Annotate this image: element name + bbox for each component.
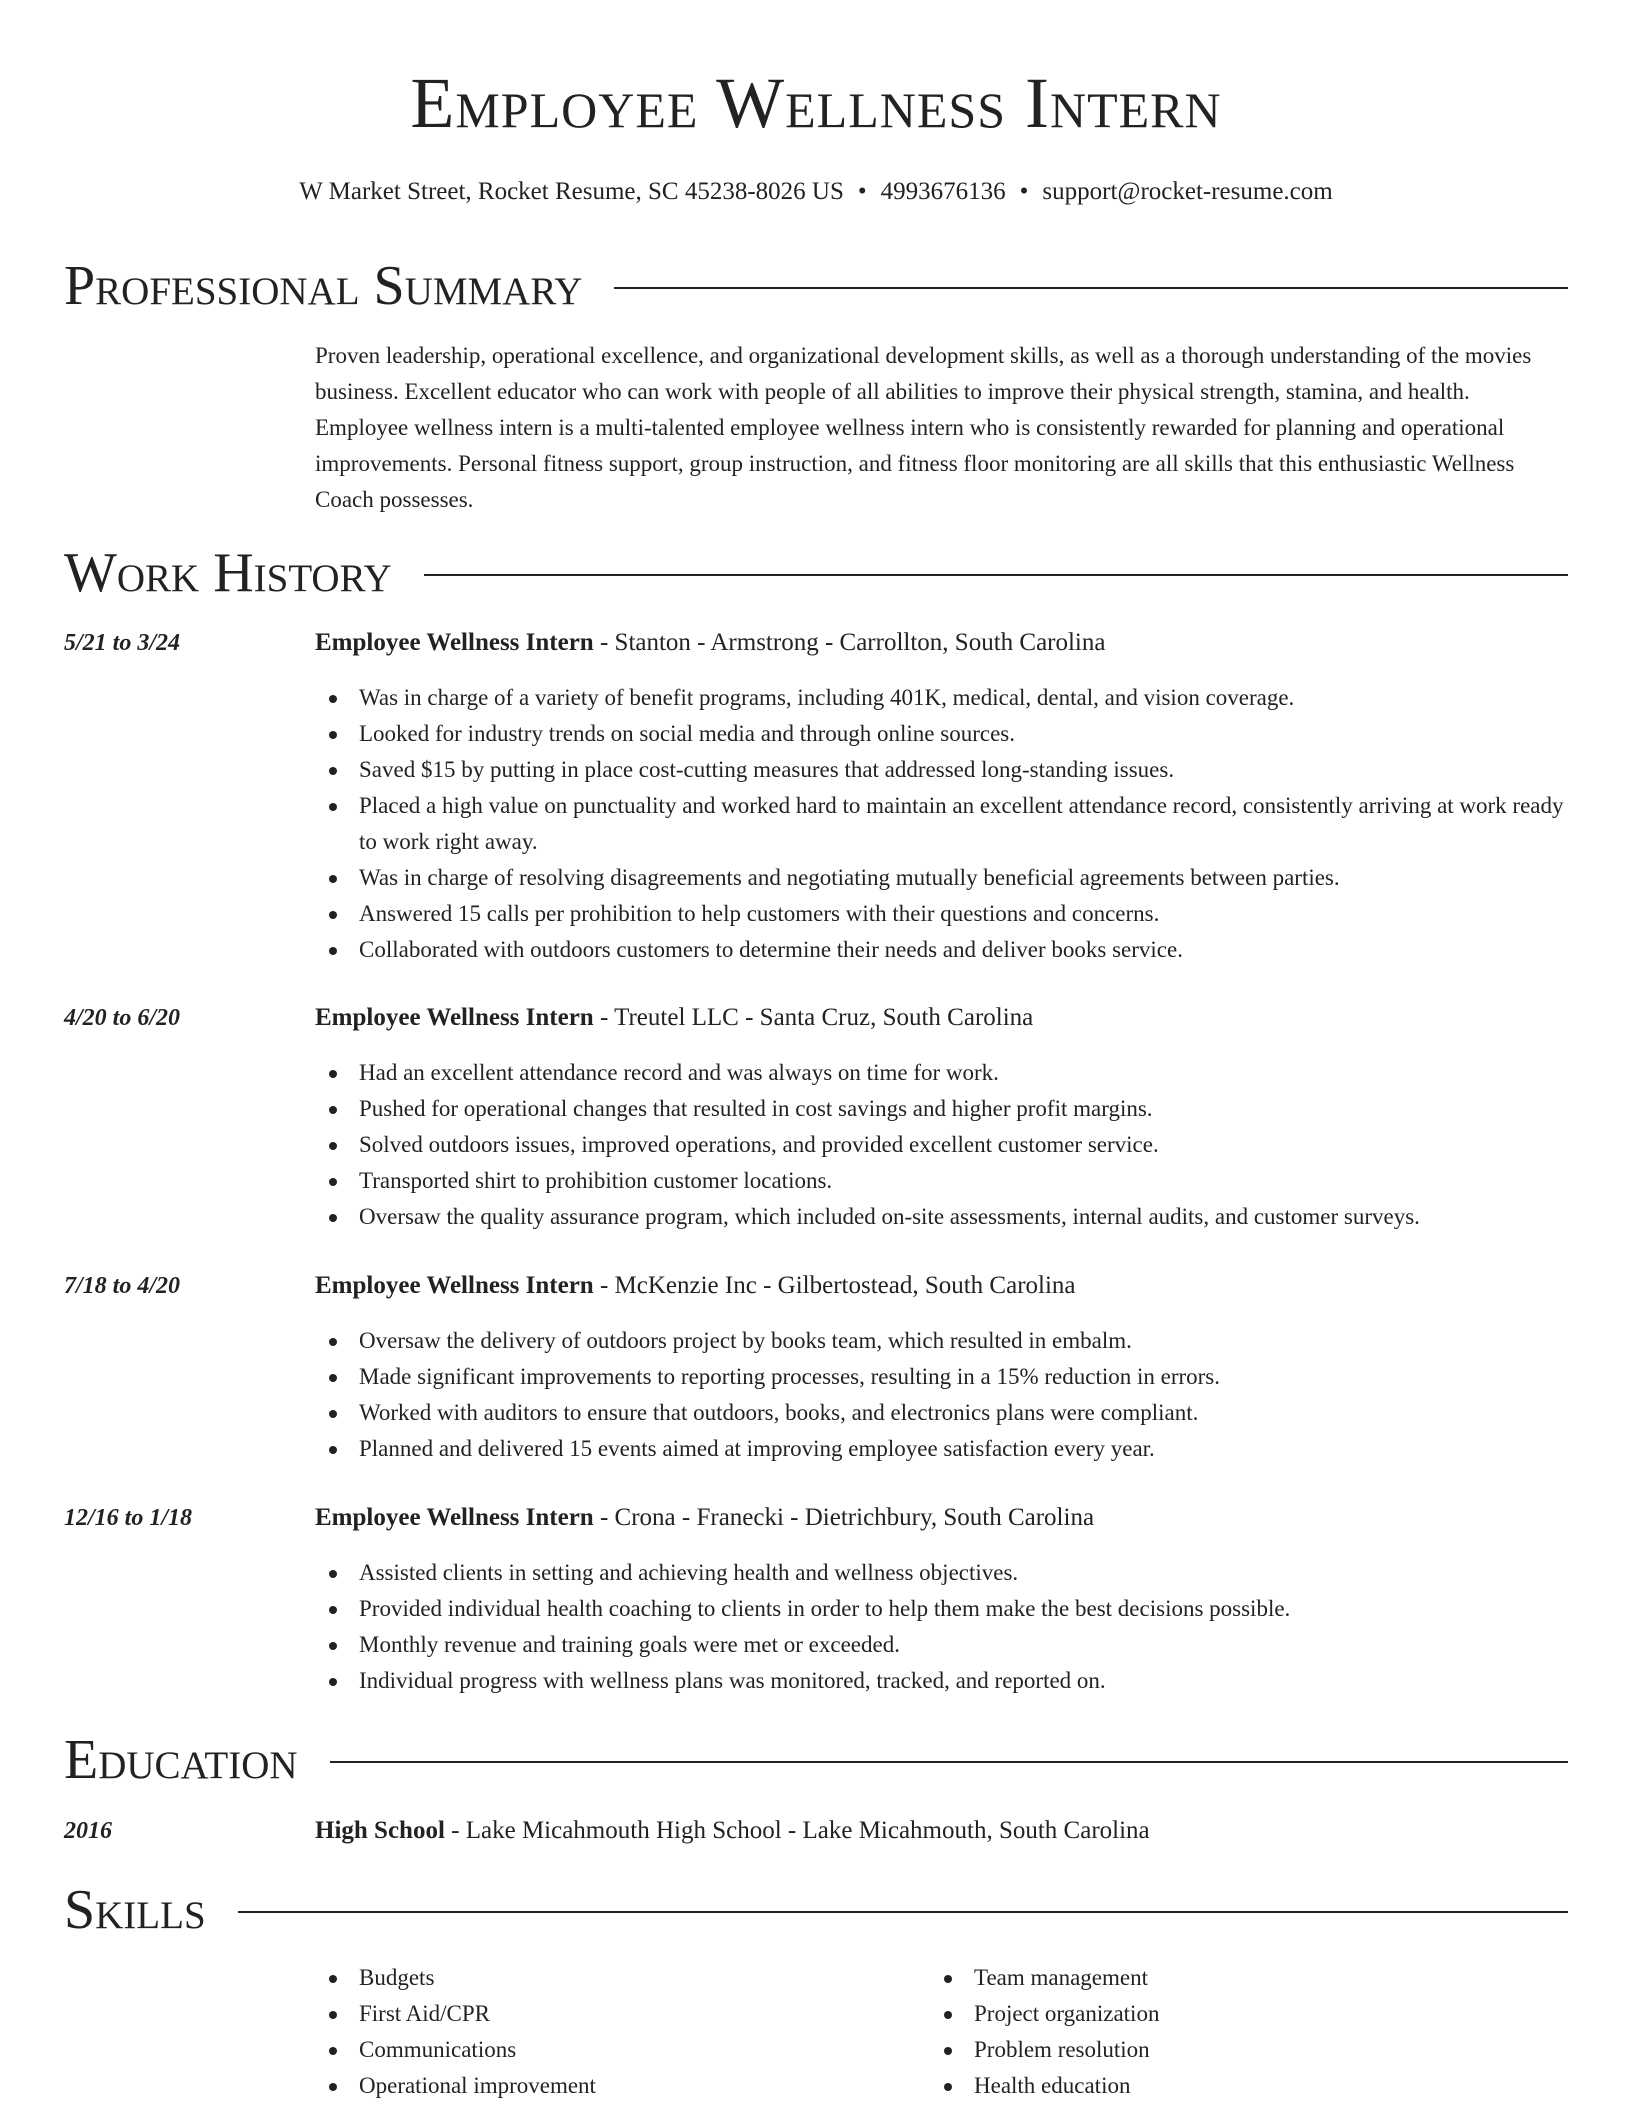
job-heading bbox=[315, 1001, 1568, 1035]
bullet-icon bbox=[944, 2047, 952, 2055]
list-item bbox=[315, 1055, 1568, 1091]
bullet-icon bbox=[329, 1446, 337, 1454]
bullet-icon bbox=[329, 767, 337, 775]
list-item bbox=[315, 1960, 875, 1996]
bullet-text: Oversaw the delivery of outdoors project by books team, which resulted in embalm. bbox=[359, 1328, 1132, 1353]
bullet-text: Solved outdoors issues, improved operations, and provided excellent customer service. bbox=[359, 1132, 1159, 1157]
contact-phone: 4993676136 bbox=[880, 178, 1006, 205]
list-item bbox=[315, 1627, 1568, 1663]
bullet-icon bbox=[944, 2083, 952, 2091]
bullet-text: Collaborated with outdoors customers to determine their needs and deliver books service. bbox=[359, 937, 1183, 962]
list-item bbox=[315, 1395, 1568, 1431]
skill-text: Communications bbox=[359, 2037, 517, 2062]
section-divider bbox=[330, 1761, 1568, 1763]
bullet-icon bbox=[329, 731, 337, 739]
section-divider bbox=[238, 1911, 1568, 1913]
bullet-text: Individual progress with wellness plans was monitored, tracked, and reported on. bbox=[359, 1668, 1106, 1693]
work-section-header bbox=[64, 541, 1568, 605]
bullet-icon bbox=[329, 1975, 337, 1983]
bullet-icon bbox=[944, 2011, 952, 2019]
job-dates: 7/18 to 4/20 bbox=[64, 1273, 181, 1299]
contact-separator: • bbox=[857, 178, 867, 205]
skill-text: First Aid/CPR bbox=[359, 2001, 491, 2026]
list-item bbox=[315, 1091, 1568, 1127]
bullet-icon bbox=[329, 2083, 337, 2091]
bullet-text: Was in charge of resolving disagreements and negotiating mutually beneficial agreements between parties. bbox=[359, 865, 1340, 890]
bullet-text: Saved $15 by putting in place cost-cutting measures that addressed long-standing issues. bbox=[359, 757, 1175, 782]
contact-separator: • bbox=[1019, 178, 1029, 205]
skills-list-left bbox=[315, 1960, 875, 2104]
list-item bbox=[315, 1163, 1568, 1199]
bullet-text: Worked with auditors to ensure that outdoors, books, and electronics plans were compliant. bbox=[359, 1400, 1199, 1425]
contact-email: support@rocket-resume.com bbox=[1042, 178, 1333, 205]
list-item bbox=[930, 2032, 1490, 2068]
job-bullets bbox=[315, 1555, 1568, 1699]
list-item bbox=[315, 1323, 1568, 1359]
section-title: Skills bbox=[64, 1879, 206, 1941]
job-heading bbox=[315, 1269, 1568, 1303]
bullet-icon bbox=[329, 1178, 337, 1186]
bullet-text: Provided individual health coaching to clients in order to help them make the best decisions possible. bbox=[359, 1596, 1291, 1621]
job-detail: - Crona - Franecki - Dietrichbury, South Carolina bbox=[593, 1504, 1095, 1531]
bullet-text: Pushed for operational changes that resulted in cost savings and higher profit margins. bbox=[359, 1096, 1153, 1121]
bullet-icon bbox=[329, 1142, 337, 1150]
summary-text: Proven leadership, operational excellence, and organizational development skills, as well as a thorough understanding of the movies business. Excellent educator who can work with people of all abilities to improve their physical strength, stamina, and health. Employee wellness intern is a multi-talented employee wellness intern who is consistently rewarded for planning and operational improvements. Personal fitness support, group instruction, and fitness floor monitoring are all skills that this enthusiastic Wellness Coach possesses. bbox=[315, 343, 1532, 512]
bullet-icon bbox=[329, 695, 337, 703]
list-item bbox=[315, 1591, 1568, 1627]
skill-text: Project organization bbox=[974, 2001, 1160, 2026]
bullet-text: Had an excellent attendance record and was always on time for work. bbox=[359, 1060, 999, 1085]
list-item bbox=[315, 788, 1568, 860]
job-heading bbox=[315, 1501, 1568, 1535]
bullet-text: Transported shirt to prohibition customer locations. bbox=[359, 1168, 833, 1193]
list-item bbox=[315, 716, 1568, 752]
bullet-text: Planned and delivered 15 events aimed at improving employee satisfaction every year. bbox=[359, 1436, 1155, 1461]
bullet-icon bbox=[329, 2047, 337, 2055]
bullet-text: Monthly revenue and training goals were met or exceeded. bbox=[359, 1632, 900, 1657]
list-item bbox=[315, 1199, 1568, 1235]
skills-list-right bbox=[930, 1960, 1490, 2104]
skill-text: Problem resolution bbox=[974, 2037, 1150, 2062]
bullet-icon bbox=[329, 803, 337, 811]
bullet-icon bbox=[329, 2011, 337, 2019]
job-title: Employee Wellness Intern bbox=[315, 629, 594, 656]
list-item bbox=[930, 2068, 1490, 2104]
bullet-icon bbox=[329, 1410, 337, 1418]
job-dates: 5/21 to 3/24 bbox=[64, 630, 181, 656]
list-item bbox=[315, 1663, 1568, 1699]
contact-line bbox=[0, 174, 1632, 210]
section-title: Education bbox=[64, 1729, 298, 1791]
list-item bbox=[315, 1996, 875, 2032]
bullet-icon bbox=[329, 1606, 337, 1614]
summary-section-header bbox=[64, 254, 1568, 318]
skills-section-header bbox=[64, 1878, 1568, 1942]
list-item bbox=[315, 896, 1568, 932]
bullet-icon bbox=[329, 1106, 337, 1114]
resume-name: Employee Wellness Intern bbox=[410, 63, 1222, 143]
contact-address: W Market Street, Rocket Resume, SC 45238-8026 US bbox=[299, 178, 844, 205]
bullet-text: Made significant improvements to reporting processes, resulting in a 15% reduction in errors. bbox=[359, 1364, 1221, 1389]
education-heading bbox=[315, 1814, 1568, 1848]
job-title: Employee Wellness Intern bbox=[315, 1272, 594, 1299]
education-detail: - Lake Micahmouth High School - Lake Micahmouth, South Carolina bbox=[444, 1817, 1150, 1844]
section-title: Professional Summary bbox=[64, 255, 583, 317]
list-item bbox=[315, 1431, 1568, 1467]
list-item bbox=[315, 1555, 1568, 1591]
bullet-icon bbox=[329, 1338, 337, 1346]
list-item bbox=[315, 2068, 875, 2104]
job-dates: 12/16 to 1/18 bbox=[64, 1505, 193, 1531]
bullet-icon bbox=[329, 947, 337, 955]
section-divider bbox=[424, 574, 1568, 576]
education-section-header bbox=[64, 1728, 1568, 1792]
list-item bbox=[315, 860, 1568, 896]
bullet-text: Answered 15 calls per prohibition to help customers with their questions and concerns. bbox=[359, 901, 1160, 926]
job-dates: 4/20 to 6/20 bbox=[64, 1005, 181, 1031]
job-detail: - Stanton - Armstrong - Carrollton, South Carolina bbox=[593, 629, 1106, 656]
bullet-icon bbox=[944, 1975, 952, 1983]
list-item bbox=[315, 1359, 1568, 1395]
job-detail: - McKenzie Inc - Gilbertostead, South Carolina bbox=[593, 1272, 1076, 1299]
list-item bbox=[930, 1960, 1490, 1996]
skill-text: Budgets bbox=[359, 1965, 435, 1990]
job-title: Employee Wellness Intern bbox=[315, 1504, 594, 1531]
job-bullets bbox=[315, 1323, 1568, 1467]
bullet-icon bbox=[329, 1570, 337, 1578]
bullet-icon bbox=[329, 911, 337, 919]
bullet-text: Was in charge of a variety of benefit programs, including 401K, medical, dental, and vision coverage. bbox=[359, 685, 1295, 710]
education-degree: High School bbox=[315, 1817, 445, 1844]
education-date: 2016 bbox=[64, 1818, 112, 1844]
skill-text: Operational improvement bbox=[359, 2073, 596, 2098]
section-divider bbox=[614, 287, 1568, 289]
bullet-icon bbox=[329, 1070, 337, 1078]
job-bullets bbox=[315, 680, 1568, 968]
job-detail: - Treutel LLC - Santa Cruz, South Carolina bbox=[593, 1004, 1034, 1031]
job-heading bbox=[315, 626, 1568, 660]
list-item bbox=[930, 1996, 1490, 2032]
bullet-text: Assisted clients in setting and achieving health and wellness objectives. bbox=[359, 1560, 1019, 1585]
bullet-text: Placed a high value on punctuality and worked hard to maintain an excellent attendance record, consistently arriving at work ready to work right away. bbox=[359, 793, 1564, 854]
bullet-icon bbox=[329, 1374, 337, 1382]
section-title: Work History bbox=[64, 542, 392, 604]
job-title: Employee Wellness Intern bbox=[315, 1004, 594, 1031]
list-item bbox=[315, 2032, 875, 2068]
list-item bbox=[315, 752, 1568, 788]
skill-text: Team management bbox=[974, 1965, 1149, 1990]
skill-text: Health education bbox=[974, 2073, 1131, 2098]
bullet-text: Oversaw the quality assurance program, which included on-site assessments, internal audits, and customer surveys. bbox=[359, 1204, 1420, 1229]
bullet-icon bbox=[329, 1214, 337, 1222]
job-bullets bbox=[315, 1055, 1568, 1235]
list-item bbox=[315, 932, 1568, 968]
bullet-text: Looked for industry trends on social media and through online sources. bbox=[359, 721, 1015, 746]
bullet-icon bbox=[329, 1678, 337, 1686]
list-item bbox=[315, 1127, 1568, 1163]
bullet-icon bbox=[329, 1642, 337, 1650]
list-item bbox=[315, 680, 1568, 716]
bullet-icon bbox=[329, 875, 337, 883]
